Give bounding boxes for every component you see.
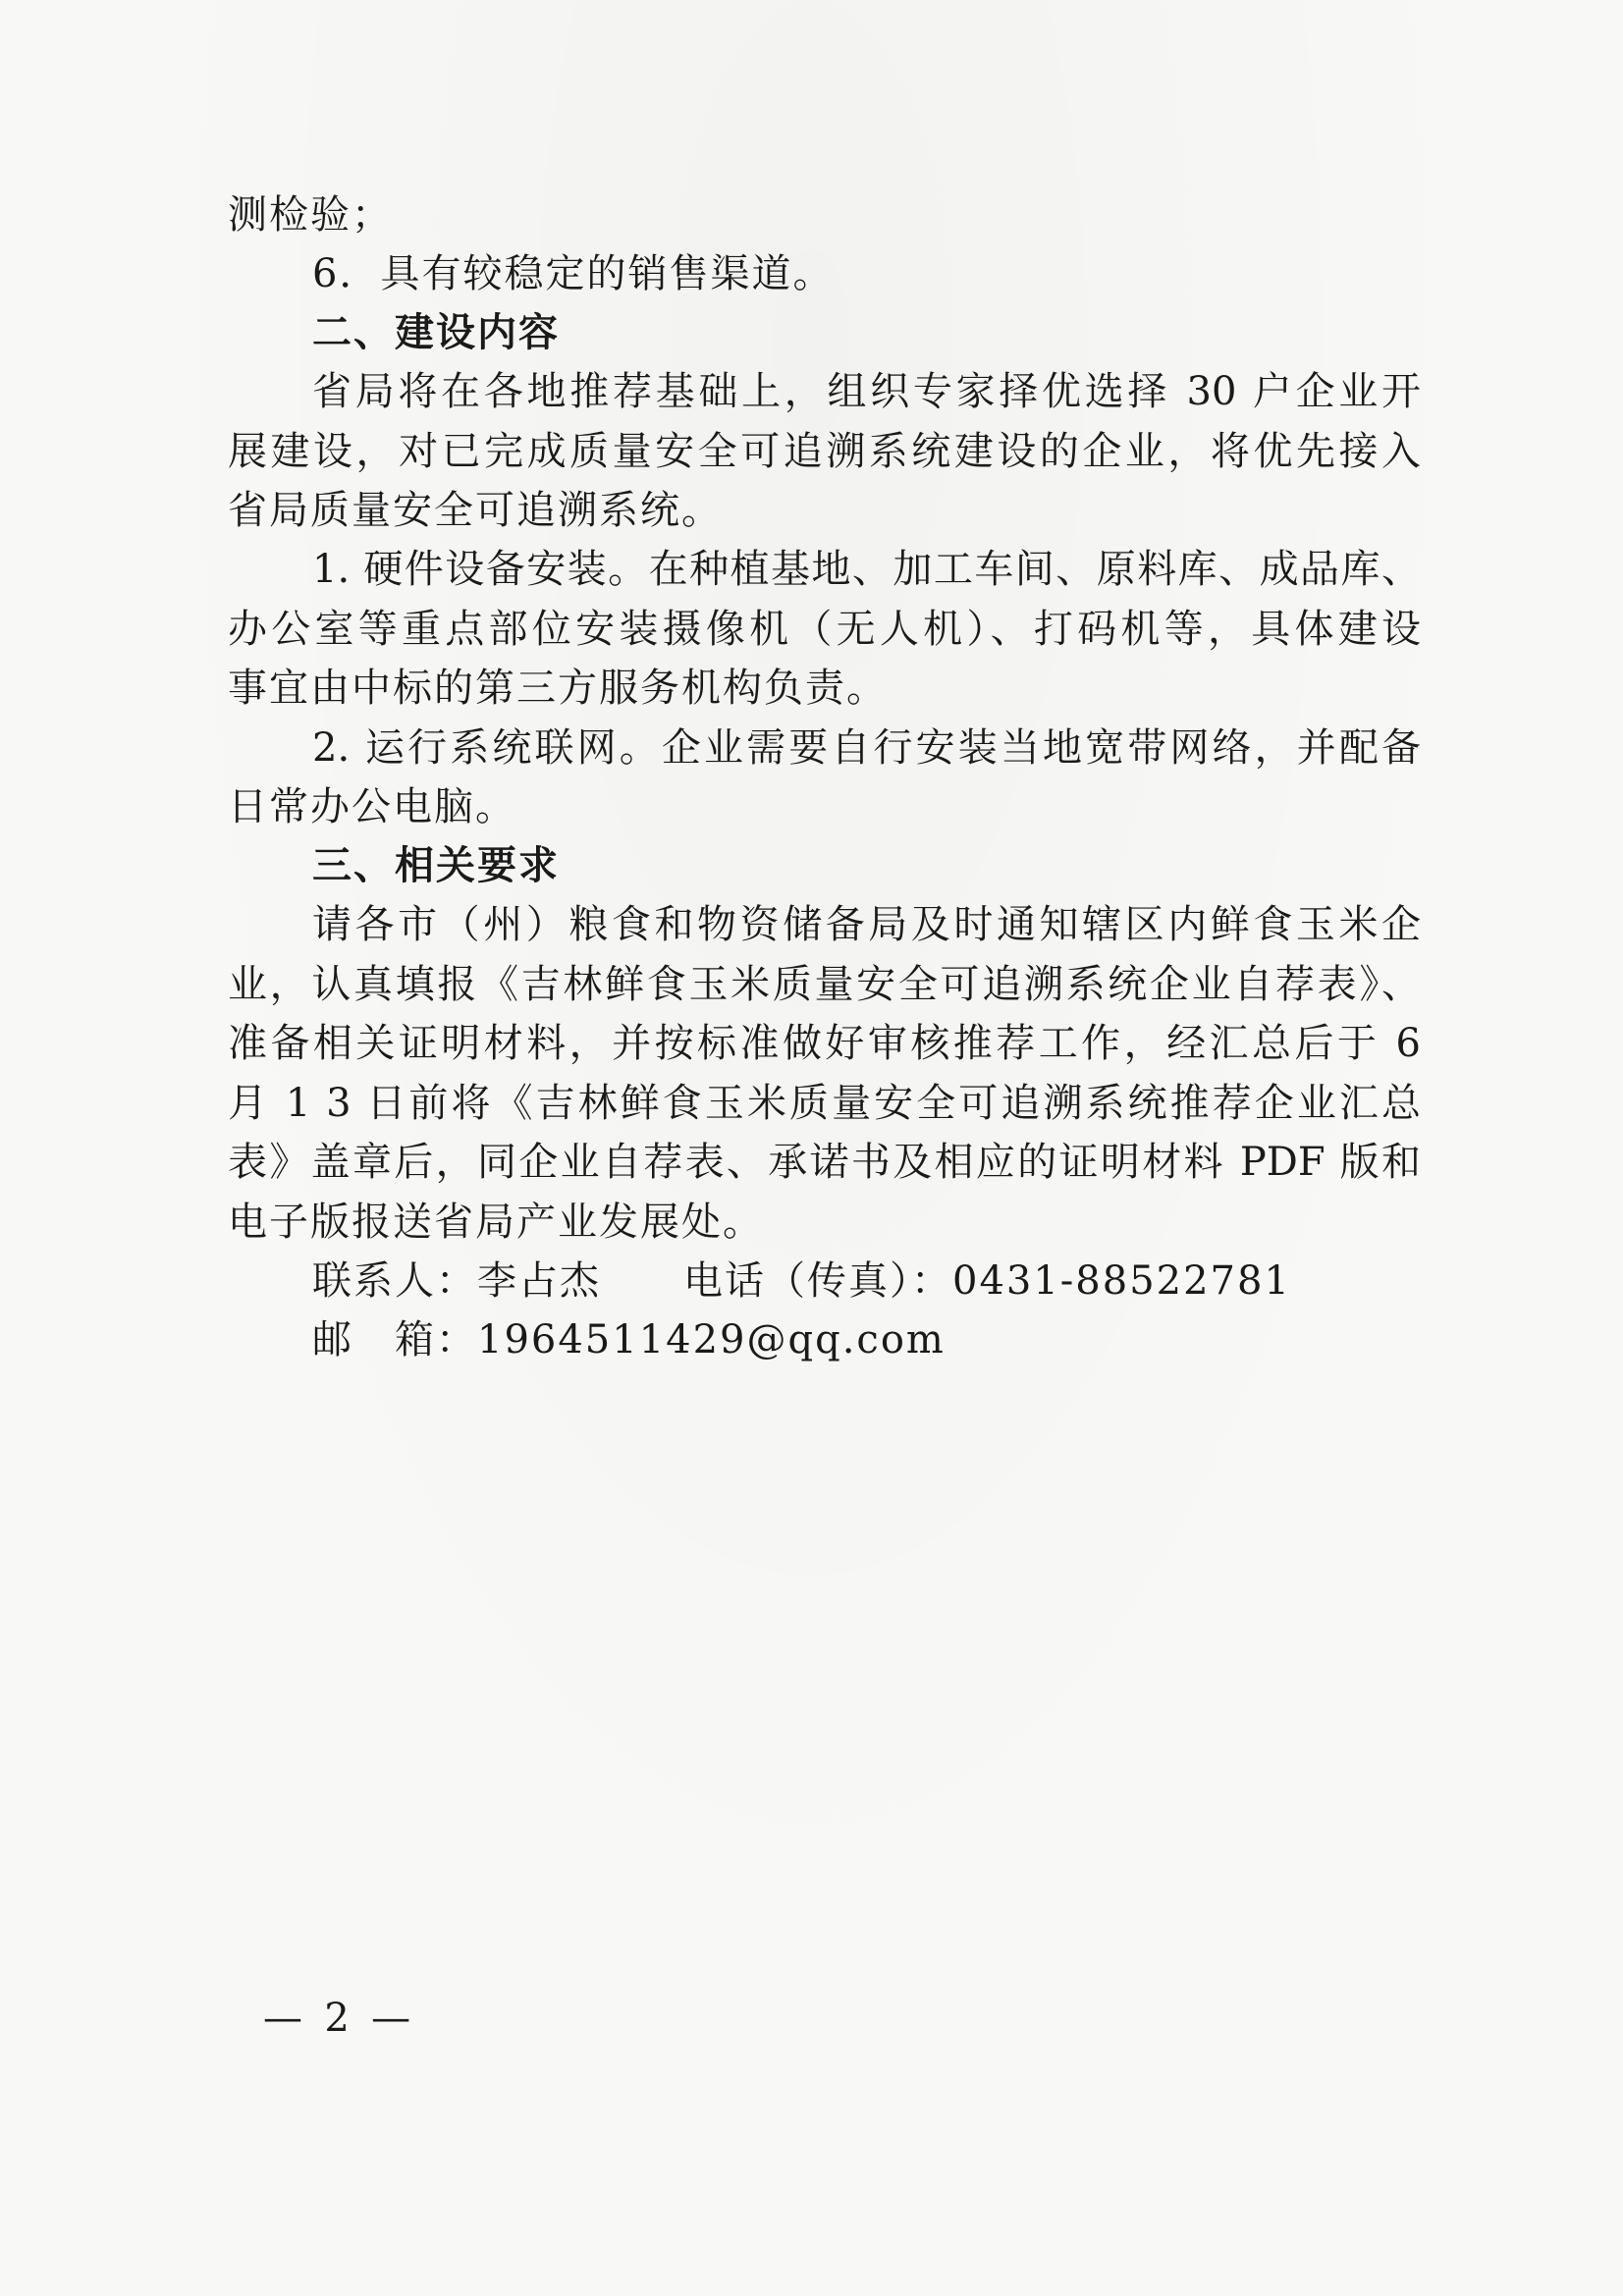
paragraph-line: 展建设，对已完成质量安全可追溯系统建设的企业，将优先接入 xyxy=(228,429,1421,474)
text-line: 6．具有较稳定的销售渠道。 xyxy=(312,251,835,296)
paragraph-line: 表》盖章后，同企业自荐表、承诺书及相应的证明材料 PDF 版和 xyxy=(228,1140,1421,1185)
page-number: — 2 — xyxy=(263,1996,415,2041)
paragraph-line: 日常办公电脑。 xyxy=(228,784,516,829)
paragraph-line: 业，认真填报《吉林鲜食玉米质量安全可追溯系统企业自荐表》、 xyxy=(228,962,1421,1007)
paragraph-line: 请各市（州）粮食和物资储备局及时通知辖区内鲜食玉米企 xyxy=(312,902,1421,947)
contact-line: 联系人：李占杰 电话（传真）：0431-88522781 xyxy=(312,1258,1291,1304)
paragraph-line: 事宜由中标的第三方服务机构负责。 xyxy=(228,666,888,711)
paragraph-line: 省局质量安全可追溯系统。 xyxy=(228,488,723,533)
section-heading: 二、建设内容 xyxy=(312,310,560,355)
paragraph-line: 办公室等重点部位安装摄像机（无人机）、打码机等，具体建设 xyxy=(228,607,1421,652)
email-line: 邮 箱：1964511429@qq.com xyxy=(312,1317,946,1362)
paragraph-line: 准备相关证明材料，并按标准做好审核推荐工作，经汇总后于 6 xyxy=(228,1021,1421,1066)
paragraph-line: 省局将在各地推荐基础上，组织专家择优选择 30 户企业开 xyxy=(312,369,1421,414)
paragraph-line: 1. 硬件设备安装。在种植基地、加工车间、原料库、成品库、 xyxy=(312,547,1421,592)
paragraph-line: 2. 运行系统联网。企业需要自行安装当地宽带网络，并配备 xyxy=(312,725,1421,771)
paragraph-line: 月 1 3 日前将《吉林鲜食玉米质量安全可追溯系统推荐企业汇总 xyxy=(228,1081,1421,1126)
text-line: 测检验； xyxy=(228,192,393,238)
section-heading: 三、相关要求 xyxy=(312,843,560,888)
paragraph-line: 电子版报送省局产业发展处。 xyxy=(228,1200,764,1245)
